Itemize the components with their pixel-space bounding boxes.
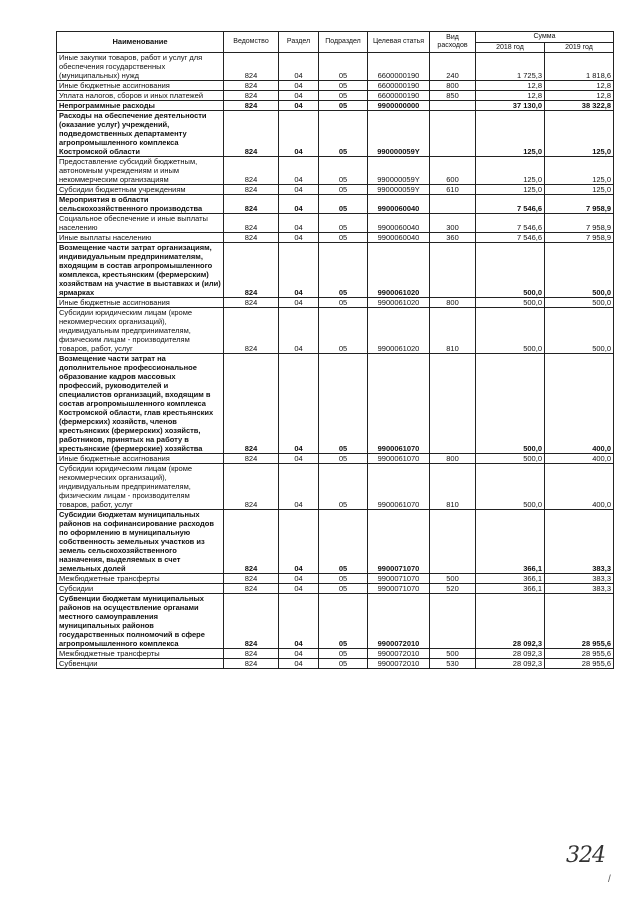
budget-table xyxy=(56,31,614,669)
cell-department: 824 xyxy=(224,185,279,195)
cell-department: 824 xyxy=(224,157,279,185)
cell-expense-type: 610 xyxy=(430,185,476,195)
cell-section: 04 xyxy=(279,584,319,594)
cell-department: 824 xyxy=(224,584,279,594)
cell-department: 824 xyxy=(224,243,279,298)
cell-subsection: 05 xyxy=(319,584,368,594)
cell-target: 9900071070 xyxy=(368,584,430,594)
cell-name: Субсидии юридическим лицам (кроме некоммерческих организаций), индивидуальным предпринимателям, физическим лицам - производителям товаров, работ, услуг xyxy=(57,308,224,354)
cell-subsection: 05 xyxy=(319,574,368,584)
cell-section: 04 xyxy=(279,81,319,91)
cell-subsection: 05 xyxy=(319,157,368,185)
table-row xyxy=(57,574,614,584)
cell-section: 04 xyxy=(279,308,319,354)
cell-department: 824 xyxy=(224,101,279,111)
cell-subsection: 05 xyxy=(319,649,368,659)
cell-subsection: 05 xyxy=(319,214,368,233)
cell-target: 9900061020 xyxy=(368,243,430,298)
cell-subsection: 05 xyxy=(319,659,368,669)
cell-sum-2019: 28 955,6 xyxy=(545,649,614,659)
table-row xyxy=(57,101,614,111)
cell-subsection: 05 xyxy=(319,233,368,243)
cell-section: 04 xyxy=(279,214,319,233)
cell-sum-2018: 125,0 xyxy=(476,111,545,157)
cell-sum-2018: 500,0 xyxy=(476,464,545,510)
cell-expense-type xyxy=(430,101,476,111)
header-year-2019: 2019 год xyxy=(545,43,614,53)
cell-expense-type xyxy=(430,354,476,454)
cell-sum-2019: 125,0 xyxy=(545,185,614,195)
table-row xyxy=(57,233,614,243)
cell-expense-type: 530 xyxy=(430,659,476,669)
cell-sum-2019: 28 955,6 xyxy=(545,659,614,669)
table-row xyxy=(57,649,614,659)
header-year-2018: 2018 год xyxy=(476,43,545,53)
table-header xyxy=(57,32,614,53)
cell-target: 9900061070 xyxy=(368,464,430,510)
cell-target: 9900060040 xyxy=(368,233,430,243)
cell-section: 04 xyxy=(279,298,319,308)
cell-name: Иные бюджетные ассигнования xyxy=(57,81,224,91)
cell-section: 04 xyxy=(279,510,319,574)
cell-sum-2018: 12,8 xyxy=(476,81,545,91)
cell-department: 824 xyxy=(224,354,279,454)
cell-subsection: 05 xyxy=(319,185,368,195)
header-sum: Сумма xyxy=(476,32,614,43)
cell-section: 04 xyxy=(279,574,319,584)
cell-name: Субвенции бюджетам муниципальных районов на осуществление органами местного самоуправления муниципальных районов государственных полномочий в сфере агропромышленного комплекса xyxy=(57,594,224,649)
cell-subsection: 05 xyxy=(319,308,368,354)
cell-target: 990000059Y xyxy=(368,185,430,195)
cell-expense-type xyxy=(430,510,476,574)
cell-sum-2018: 500,0 xyxy=(476,354,545,454)
cell-expense-type xyxy=(430,243,476,298)
cell-section: 04 xyxy=(279,659,319,669)
cell-section: 04 xyxy=(279,157,319,185)
cell-target: 9900061070 xyxy=(368,454,430,464)
cell-sum-2019: 500,0 xyxy=(545,298,614,308)
cell-department: 824 xyxy=(224,111,279,157)
cell-subsection: 05 xyxy=(319,354,368,454)
cell-target: 9900072010 xyxy=(368,659,430,669)
cell-department: 824 xyxy=(224,308,279,354)
cell-department: 824 xyxy=(224,214,279,233)
cell-target: 990000059Y xyxy=(368,157,430,185)
table-row xyxy=(57,195,614,214)
cell-expense-type: 810 xyxy=(430,464,476,510)
cell-expense-type: 850 xyxy=(430,91,476,101)
cell-sum-2018: 7 546,6 xyxy=(476,233,545,243)
cell-target: 9900061020 xyxy=(368,308,430,354)
cell-section: 04 xyxy=(279,53,319,81)
cell-section: 04 xyxy=(279,464,319,510)
cell-name: Социальное обеспечение и иные выплаты населению xyxy=(57,214,224,233)
cell-sum-2019: 1 818,6 xyxy=(545,53,614,81)
cell-department: 824 xyxy=(224,195,279,214)
cell-target: 9900071070 xyxy=(368,574,430,584)
cell-target: 9900061070 xyxy=(368,354,430,454)
cell-name: Субсидии бюджетным учреждениям xyxy=(57,185,224,195)
cell-name: Субвенции xyxy=(57,659,224,669)
cell-name: Иные бюджетные ассигнования xyxy=(57,454,224,464)
cell-name: Мероприятия в области сельскохозяйственного производства xyxy=(57,195,224,214)
cell-name: Иные бюджетные ассигнования xyxy=(57,298,224,308)
cell-section: 04 xyxy=(279,101,319,111)
cell-department: 824 xyxy=(224,233,279,243)
cell-expense-type: 600 xyxy=(430,157,476,185)
cell-sum-2019: 400,0 xyxy=(545,454,614,464)
cell-subsection: 05 xyxy=(319,454,368,464)
cell-target: 9900060040 xyxy=(368,214,430,233)
cell-subsection: 05 xyxy=(319,298,368,308)
cell-sum-2018: 1 725,3 xyxy=(476,53,545,81)
cell-name: Субсидии юридическим лицам (кроме некоммерческих организаций), индивидуальным предпринимателям, физическим лицам - производителям товаров, работ, услуг xyxy=(57,464,224,510)
cell-sum-2019: 500,0 xyxy=(545,243,614,298)
cell-sum-2019: 125,0 xyxy=(545,111,614,157)
cell-sum-2018: 500,0 xyxy=(476,308,545,354)
table-row xyxy=(57,81,614,91)
table-row xyxy=(57,584,614,594)
table-row xyxy=(57,298,614,308)
table-row xyxy=(57,53,614,81)
header-department: Ведомство xyxy=(224,32,279,53)
table-row xyxy=(57,157,614,185)
table-row xyxy=(57,185,614,195)
cell-sum-2018: 12,8 xyxy=(476,91,545,101)
cell-subsection: 05 xyxy=(319,510,368,574)
cell-target: 990000059Y xyxy=(368,111,430,157)
cell-target: 6600000190 xyxy=(368,91,430,101)
table-row xyxy=(57,594,614,649)
cell-sum-2018: 125,0 xyxy=(476,157,545,185)
cell-subsection: 05 xyxy=(319,594,368,649)
table-row xyxy=(57,659,614,669)
cell-section: 04 xyxy=(279,111,319,157)
cell-sum-2019: 400,0 xyxy=(545,354,614,454)
page-number: 324 xyxy=(566,843,605,868)
cell-expense-type xyxy=(430,195,476,214)
cell-expense-type: 240 xyxy=(430,53,476,81)
cell-expense-type: 520 xyxy=(430,584,476,594)
cell-subsection: 05 xyxy=(319,243,368,298)
table-row xyxy=(57,91,614,101)
cell-target: 9900072010 xyxy=(368,594,430,649)
cell-section: 04 xyxy=(279,195,319,214)
cell-expense-type: 500 xyxy=(430,574,476,584)
cell-target: 9900072010 xyxy=(368,649,430,659)
table-row xyxy=(57,214,614,233)
cell-expense-type: 800 xyxy=(430,454,476,464)
cell-expense-type: 800 xyxy=(430,81,476,91)
cell-expense-type: 500 xyxy=(430,649,476,659)
cell-sum-2019: 383,3 xyxy=(545,574,614,584)
cell-expense-type: 810 xyxy=(430,308,476,354)
table-body xyxy=(57,53,614,669)
cell-sum-2018: 28 092,3 xyxy=(476,594,545,649)
table-row xyxy=(57,308,614,354)
cell-sum-2019: 400,0 xyxy=(545,464,614,510)
cell-sum-2019: 12,8 xyxy=(545,91,614,101)
cell-subsection: 05 xyxy=(319,101,368,111)
cell-department: 824 xyxy=(224,298,279,308)
cell-name: Расходы на обеспечение деятельности (оказание услуг) учреждений, подведомственных департаменту агропромышленного комплекса Костромской области xyxy=(57,111,224,157)
cell-expense-type: 300 xyxy=(430,214,476,233)
cell-target: 9900060040 xyxy=(368,195,430,214)
cell-department: 824 xyxy=(224,594,279,649)
header-name: Наименование xyxy=(57,32,224,53)
cell-subsection: 05 xyxy=(319,111,368,157)
cell-sum-2019: 125,0 xyxy=(545,157,614,185)
cell-sum-2019: 38 322,8 xyxy=(545,101,614,111)
header-section: Раздел xyxy=(279,32,319,53)
cell-expense-type xyxy=(430,594,476,649)
cell-department: 824 xyxy=(224,574,279,584)
cell-sum-2019: 7 958,9 xyxy=(545,214,614,233)
header-expense-type: Вид расходов xyxy=(430,32,476,53)
table-row xyxy=(57,464,614,510)
cell-sum-2019: 383,3 xyxy=(545,510,614,574)
table-row xyxy=(57,454,614,464)
cell-subsection: 05 xyxy=(319,195,368,214)
cell-sum-2019: 28 955,6 xyxy=(545,594,614,649)
cell-target: 6600000190 xyxy=(368,53,430,81)
cell-department: 824 xyxy=(224,464,279,510)
cell-name: Субсидии xyxy=(57,584,224,594)
cell-department: 824 xyxy=(224,454,279,464)
cell-target: 9900071070 xyxy=(368,510,430,574)
cell-target: 6600000190 xyxy=(368,81,430,91)
cell-name: Возмещение части затрат организациям, индивидуальным предпринимателям, входящим в состав агропромышленного комплекса, крестьянским (фермерским) хозяйствам на участие в выставках и (или) ярмарках xyxy=(57,243,224,298)
cell-target: 9900061020 xyxy=(368,298,430,308)
cell-subsection: 05 xyxy=(319,464,368,510)
cell-subsection: 05 xyxy=(319,91,368,101)
cell-department: 824 xyxy=(224,510,279,574)
cell-subsection: 05 xyxy=(319,81,368,91)
cell-expense-type: 360 xyxy=(430,233,476,243)
cell-name: Предоставление субсидий бюджетным, автономным учреждениям и иным некоммерческим организациям xyxy=(57,157,224,185)
cell-subsection: 05 xyxy=(319,53,368,81)
header-subsection: Подраздел xyxy=(319,32,368,53)
header-target: Целевая статья xyxy=(368,32,430,53)
cell-name: Иные выплаты населению xyxy=(57,233,224,243)
cell-department: 824 xyxy=(224,649,279,659)
cell-section: 04 xyxy=(279,354,319,454)
cell-name: Субсидии бюджетам муниципальных районов на софинансирование расходов по оформлению в муниципальную собственность земельных участков из земель сельскохозяйственного назначения, выделяемых в счет земельных долей xyxy=(57,510,224,574)
cell-sum-2018: 366,1 xyxy=(476,510,545,574)
cell-name: Уплата налогов, сборов и иных платежей xyxy=(57,91,224,101)
cell-sum-2019: 7 958,9 xyxy=(545,195,614,214)
cell-sum-2019: 12,8 xyxy=(545,81,614,91)
cell-sum-2018: 28 092,3 xyxy=(476,659,545,669)
cell-department: 824 xyxy=(224,91,279,101)
cell-expense-type xyxy=(430,111,476,157)
cell-department: 824 xyxy=(224,81,279,91)
cell-section: 04 xyxy=(279,91,319,101)
cell-sum-2018: 500,0 xyxy=(476,243,545,298)
table-row xyxy=(57,354,614,454)
cell-section: 04 xyxy=(279,185,319,195)
cell-sum-2018: 37 130,0 xyxy=(476,101,545,111)
cell-sum-2018: 125,0 xyxy=(476,185,545,195)
cell-expense-type: 800 xyxy=(430,298,476,308)
table-row xyxy=(57,111,614,157)
cell-sum-2018: 366,1 xyxy=(476,584,545,594)
cell-section: 04 xyxy=(279,454,319,464)
cell-sum-2019: 383,3 xyxy=(545,584,614,594)
cell-section: 04 xyxy=(279,243,319,298)
cell-section: 04 xyxy=(279,233,319,243)
cell-sum-2018: 28 092,3 xyxy=(476,649,545,659)
cell-sum-2018: 366,1 xyxy=(476,574,545,584)
cell-name: Межбюджетные трансферты xyxy=(57,649,224,659)
cell-section: 04 xyxy=(279,649,319,659)
cell-name: Межбюджетные трансферты xyxy=(57,574,224,584)
cell-sum-2018: 7 546,6 xyxy=(476,195,545,214)
cell-sum-2018: 500,0 xyxy=(476,298,545,308)
cell-sum-2018: 7 546,6 xyxy=(476,214,545,233)
cell-name: Возмещение части затрат на дополнительное профессиональное образование кадров массовых профессий, руководителей и специалистов организаций, входящим в состав агропромышленного комплекса Костромской области, глав крестьянских (фермерских) хозяйств, членов крестьянских (фермерских) хозяйств, работников, принятых на работу в крестьянские (фермерские) хозяйства xyxy=(57,354,224,454)
table-row xyxy=(57,243,614,298)
cell-sum-2018: 500,0 xyxy=(476,454,545,464)
cell-department: 824 xyxy=(224,659,279,669)
corner-mark: / xyxy=(608,874,611,885)
cell-section: 04 xyxy=(279,594,319,649)
cell-department: 824 xyxy=(224,53,279,81)
table-row xyxy=(57,510,614,574)
cell-sum-2019: 500,0 xyxy=(545,308,614,354)
cell-target: 9900000000 xyxy=(368,101,430,111)
cell-name: Иные закупки товаров, работ и услуг для обеспечения государственных (муниципальных) нужд xyxy=(57,53,224,81)
cell-sum-2019: 7 958,9 xyxy=(545,233,614,243)
cell-name: Непрограммные расходы xyxy=(57,101,224,111)
